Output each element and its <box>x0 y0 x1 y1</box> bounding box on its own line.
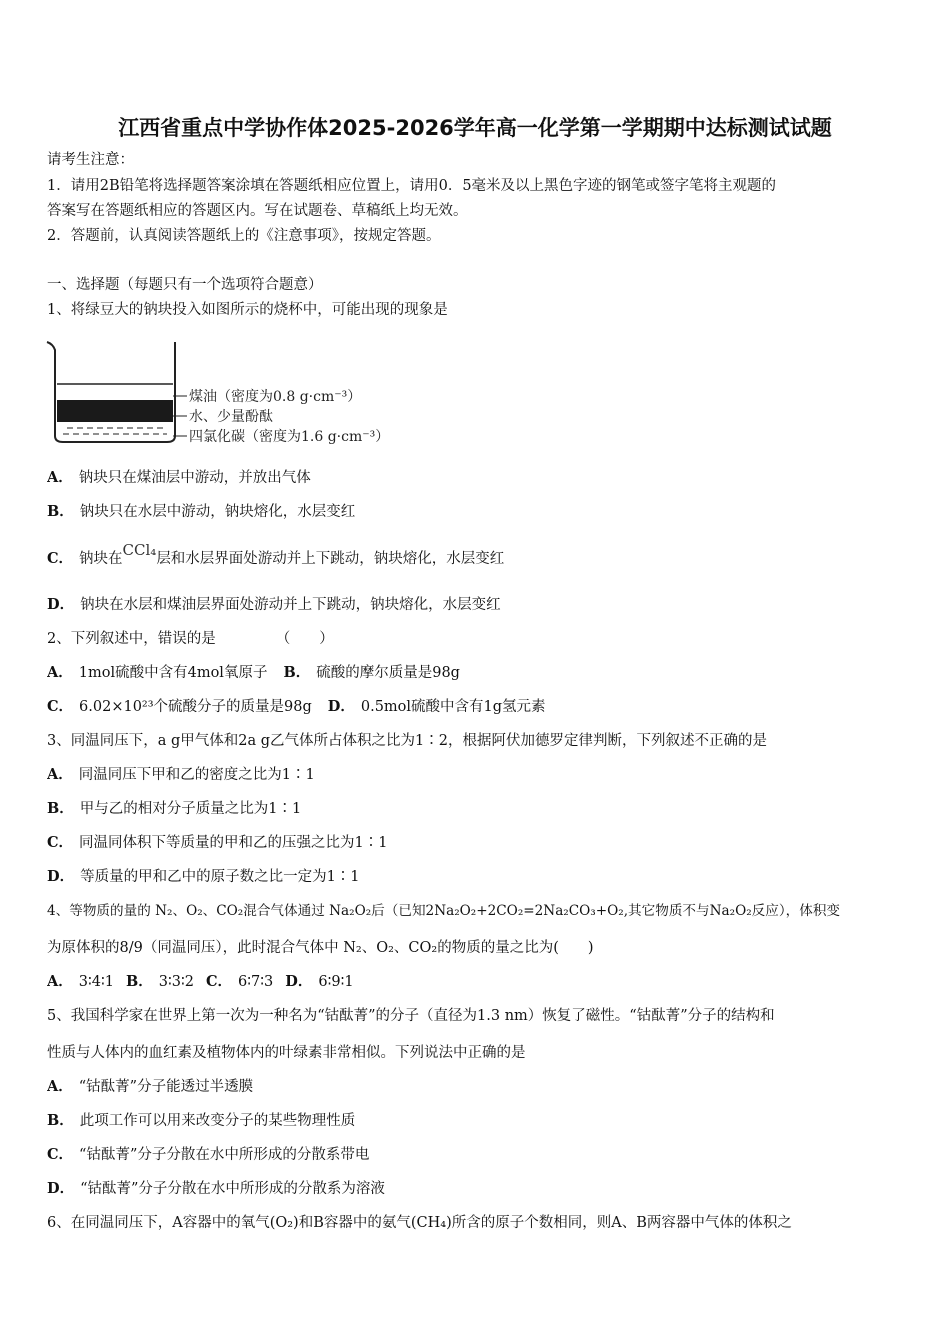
q5-option-c <box>47 1145 907 1165</box>
q4-options <box>47 972 907 992</box>
notice-item-1-line-2: 答案写在答题纸相应的答题区内。写在试题卷、草稿纸上均无效。 <box>47 203 468 219</box>
option-key: C． <box>47 1146 74 1163</box>
option-key: B． <box>47 800 74 817</box>
option-key: A． <box>47 973 73 990</box>
option-text: 3∶4∶1 <box>78 974 114 990</box>
q5-option-b <box>47 1111 907 1131</box>
option-key: D． <box>285 973 313 990</box>
option-text: 钠块在水层和煤油层界面处游动并上下跳动，钠块熔化，水层变红 <box>80 597 501 613</box>
q1-option-b <box>47 502 907 522</box>
q3-option-a <box>47 765 907 785</box>
option-text: “钴酞菁”分子能透过半透膜 <box>78 1079 254 1095</box>
water-layer <box>57 400 173 422</box>
ccl4-formula: CCl₄ <box>122 541 157 559</box>
option-text: 同温同压下甲和乙的密度之比为1∶1 <box>78 767 315 783</box>
q1-option-c <box>47 541 907 572</box>
stem-text: 2、下列叙述中，错误的是 <box>47 631 216 647</box>
option-text: 0.5mol硫酸中含有1g氢元素 <box>360 699 546 715</box>
q5-option-d <box>47 1179 907 1199</box>
option-key: D． <box>47 596 75 613</box>
option-key: C． <box>47 698 74 715</box>
option-key: D． <box>47 1180 75 1197</box>
option-text: 钠块只在煤油层中游动，并放出气体 <box>78 470 311 486</box>
kerosene-layer <box>57 384 173 400</box>
question-6-line-1: 6、在同温同压下，A容器中的氧气(O₂)和B容器中的氨气(CH₄)所含的原子个数相同，则A、B两容器中气体的体积之 <box>47 1215 792 1231</box>
beaker-figure <box>45 336 445 451</box>
answer-paren: （ ） <box>275 631 334 647</box>
option-key: A． <box>47 1078 73 1095</box>
option-key: B． <box>283 664 311 681</box>
q5-option-a <box>47 1077 907 1097</box>
option-text: 甲与乙的相对分子质量之比为1∶1 <box>79 801 302 817</box>
option-text: 等质量的甲和乙中的原子数之比一定为1∶1 <box>80 869 360 885</box>
notice-heading: 请考生注意： <box>47 152 134 168</box>
option-text: 6.02×10²³个硫酸分子的质量是98g <box>79 699 312 715</box>
section-heading: 一、选择题（每题只有一个选项符合题意） <box>47 277 323 293</box>
option-key: D． <box>47 868 75 885</box>
option-text: 硫酸的摩尔质量是98g <box>316 665 460 681</box>
question-3-stem: 3、同温同压下，a g甲气体和2a g乙气体所占体积之比为1∶2，根据阿伏加德罗定律判断，下列叙述不正确的是 <box>47 733 767 749</box>
option-key: A． <box>47 766 73 783</box>
option-text: 钠块在 <box>79 551 123 567</box>
option-text: “钴酞菁”分子分散在水中所形成的分散系为溶液 <box>80 1181 385 1197</box>
option-key: C． <box>206 973 233 990</box>
option-text: 层和水层界面处游动并上下跳动，钠块熔化，水层变红 <box>156 551 505 567</box>
question-1-stem: 1、将绿豆大的钠块投入如图所示的烧杯中，可能出现的现象是 <box>47 302 448 318</box>
label-water: 水、少量酚酞 <box>189 409 273 425</box>
option-key: B． <box>47 503 74 520</box>
option-text: 钠块只在水层中游动，钠块熔化，水层变红 <box>79 504 356 520</box>
q3-option-d <box>47 867 907 887</box>
label-kerosene: 煤油（密度为0.8 g·cm⁻³） <box>189 389 362 405</box>
option-text: 3∶3∶2 <box>158 974 194 990</box>
question-5-line-1: 5、我国科学家在世界上第一次为一种名为“钴酞菁”的分子（直径为1.3 nm）恢复了磁性。“钴酞菁”分子的结构和 <box>47 1008 775 1024</box>
option-text: 此项工作可以用来改变分子的某些物理性质 <box>79 1113 356 1129</box>
option-key: D． <box>327 698 355 715</box>
option-text: “钴酞菁”分子分散在水中所形成的分散系带电 <box>79 1147 370 1163</box>
option-key: B． <box>126 973 153 990</box>
option-text: 6∶9∶1 <box>318 974 354 990</box>
notice-item-1-line-1: 1．请用2B铅笔将选择题答案涂填在答题纸相应位置上，请用0．5毫米及以上黑色字迹的钢笔或签字笔将主观题的 <box>47 178 777 194</box>
q2-options-ab <box>47 663 907 683</box>
option-key: C． <box>47 834 74 851</box>
q2-options-cd <box>47 697 907 717</box>
q3-option-c <box>47 833 907 853</box>
option-key: B． <box>47 1112 74 1129</box>
q1-option-d <box>47 595 907 615</box>
q1-option-a <box>47 468 907 488</box>
label-ccl4: 四氯化碳（密度为1.6 g·cm⁻³） <box>189 429 390 445</box>
option-key: A． <box>47 664 73 681</box>
notice-item-2: 2．答题前，认真阅读答题纸上的《注意事项》，按规定答题。 <box>47 228 441 244</box>
page-title: 江西省重点中学协作体2025-2026学年高一化学第一学期期中达标测试试题 <box>118 116 832 140</box>
question-4-line-1: 4、等物质的量的 N₂、O₂、CO₂混合气体通过 Na₂O₂后（已知2Na₂O₂+2CO₂=2Na₂CO₃+O₂,其它物质不与Na₂O₂反应），体积变 <box>47 903 841 919</box>
option-text: 同温同体积下等质量的甲和乙的压强之比为1∶1 <box>79 835 388 851</box>
option-key: A． <box>47 469 73 486</box>
option-text: 1mol硫酸中含有4mol氧原子 <box>78 665 268 681</box>
option-text: 6∶7∶3 <box>238 974 274 990</box>
q3-option-b <box>47 799 907 819</box>
question-4-line-2: 为原体积的8/9（同温同压），此时混合气体中 N₂、O₂、CO₂的物质的量之比为( ) <box>47 940 594 956</box>
option-key: C． <box>47 550 74 567</box>
question-2-stem <box>47 629 907 649</box>
question-5-line-2: 性质与人体内的血红素及植物体内的叶绿素非常相似。下列说法中正确的是 <box>47 1045 526 1061</box>
